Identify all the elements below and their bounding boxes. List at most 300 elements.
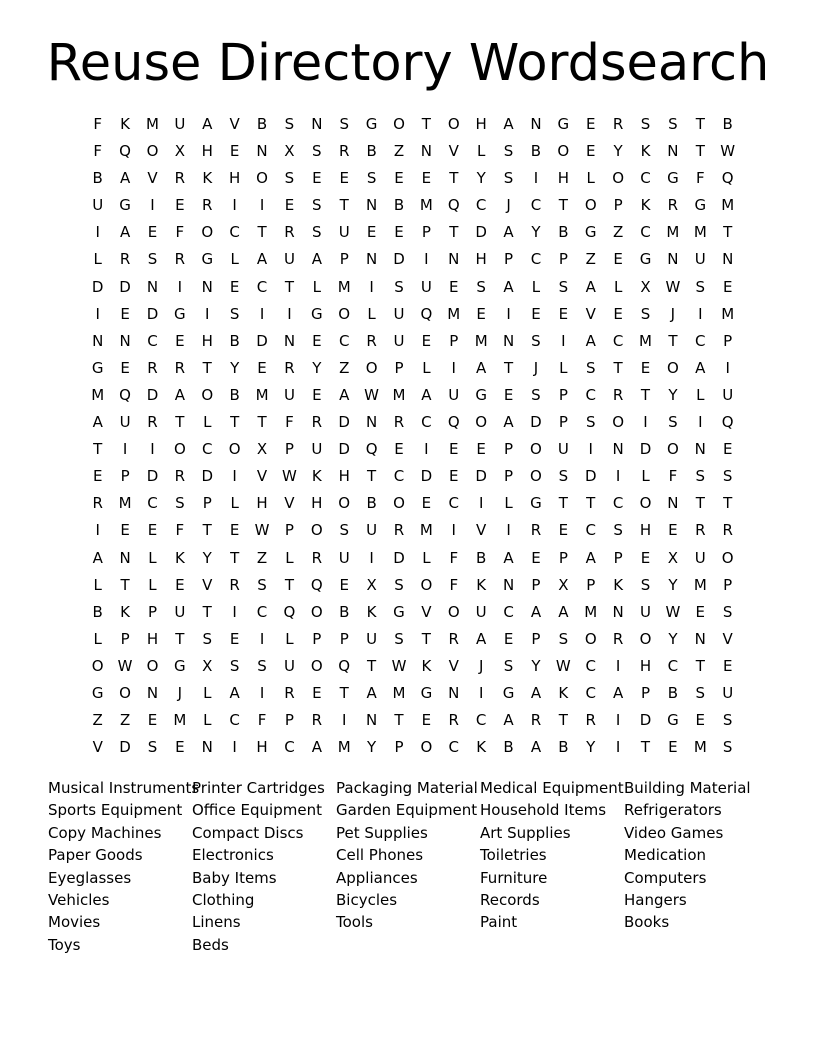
grid-letter: A xyxy=(503,548,514,567)
grid-letter: O xyxy=(584,196,597,215)
grid-letter: R xyxy=(448,629,459,648)
grid-letter: V xyxy=(92,738,103,757)
grid-letter: F xyxy=(257,711,267,730)
grid-letter: M xyxy=(721,196,735,215)
grid-letter: G xyxy=(119,196,131,215)
grid-letter: O xyxy=(447,602,460,621)
grid-letter: O xyxy=(475,413,488,432)
grid-letter: H xyxy=(475,115,487,133)
grid-letter: E xyxy=(339,169,349,188)
word-list-item: Medication xyxy=(624,846,707,865)
grid-letter: C xyxy=(585,656,596,675)
grid-letter: R xyxy=(284,358,295,377)
grid-letter: R xyxy=(448,711,459,730)
grid-letter: O xyxy=(666,440,679,459)
grid-letter: O xyxy=(393,115,405,133)
grid-letter: H xyxy=(256,738,268,757)
grid-letter: R xyxy=(229,575,240,594)
grid-letter: R xyxy=(530,521,542,540)
grid-letter: U xyxy=(174,115,186,133)
grid-letter: U xyxy=(338,548,350,567)
grid-letter: H xyxy=(229,169,241,188)
grid-letter: L xyxy=(203,413,212,432)
grid-letter: C xyxy=(530,250,542,269)
word-list-column xyxy=(624,777,768,956)
grid-letter: K xyxy=(174,548,185,567)
grid-letter: D xyxy=(639,711,652,730)
grid-letter: T xyxy=(640,385,651,404)
grid-letter: P xyxy=(449,331,459,350)
grid-letter: A xyxy=(339,385,350,404)
grid-letter: G xyxy=(365,115,378,133)
grid-letter: T xyxy=(394,711,404,730)
grid-letter: A xyxy=(92,413,103,432)
word-list-item: Video Games xyxy=(624,823,724,842)
grid-letter: S xyxy=(175,494,185,513)
grid-letter: I xyxy=(451,358,456,377)
grid-letter: O xyxy=(338,304,351,323)
grid-letter: S xyxy=(503,142,514,161)
grid-letter: T xyxy=(558,711,568,730)
grid-letter: S xyxy=(339,521,349,540)
grid-letter: C xyxy=(475,196,487,215)
grid-letter: C xyxy=(448,494,460,513)
grid-letter: E xyxy=(613,304,623,323)
grid-letter: U xyxy=(92,196,104,215)
grid-letter: F xyxy=(668,467,678,486)
grid-letter: D xyxy=(338,413,350,432)
grid-letter: S xyxy=(284,169,295,188)
grid-letter: K xyxy=(558,683,569,702)
grid-letter: S xyxy=(695,683,706,702)
grid-letter: Y xyxy=(613,142,623,161)
grid-letter: R xyxy=(284,223,295,242)
grid-letter: Z xyxy=(119,711,131,730)
grid-letter: N xyxy=(694,629,706,648)
grid-letter: C xyxy=(530,196,542,215)
grid-letter: M xyxy=(693,575,707,594)
grid-letter: I xyxy=(725,358,730,377)
grid-letter: G xyxy=(667,169,679,188)
grid-letter: F xyxy=(93,142,103,161)
grid-letter: I xyxy=(287,304,292,323)
word-list-item: Packaging Material xyxy=(336,779,478,797)
word-list-item: Appliances xyxy=(336,868,418,887)
grid-letter: A xyxy=(366,683,377,702)
word-list-item: Office Equipment xyxy=(192,801,322,820)
word-list-item: Toys xyxy=(48,935,81,954)
grid-letter: M xyxy=(474,331,488,350)
grid-letter: Q xyxy=(365,440,378,459)
grid-letter: I xyxy=(259,304,265,323)
grid-letter: T xyxy=(257,413,267,432)
grid-letter: F xyxy=(695,169,705,188)
grid-letter: K xyxy=(366,602,377,621)
grid-letter: T xyxy=(339,683,349,702)
grid-letter: L xyxy=(230,494,239,513)
grid-letter: O xyxy=(256,169,268,188)
grid-letter: S xyxy=(613,521,623,540)
grid-letter: E xyxy=(449,467,459,486)
grid-letter: T xyxy=(723,223,733,242)
grid-letter: D xyxy=(393,548,405,567)
grid-letter: S xyxy=(640,575,651,594)
grid-letter: I xyxy=(533,169,539,188)
grid-letter: E xyxy=(147,521,158,540)
grid-letter: U xyxy=(366,629,378,648)
grid-letter: S xyxy=(722,602,733,621)
grid-letter: O xyxy=(201,385,214,404)
grid-letter: R xyxy=(311,413,323,432)
grid-letter: R xyxy=(393,521,405,540)
grid-letter: U xyxy=(475,602,487,621)
grid-letter: V xyxy=(202,575,213,594)
grid-letter: Q xyxy=(447,413,460,432)
grid-letter: D xyxy=(256,331,268,350)
grid-letter: Q xyxy=(119,385,131,404)
grid-letter: Q xyxy=(310,575,323,594)
grid-letter: W xyxy=(117,656,133,675)
grid-letter: U xyxy=(283,385,295,404)
grid-letter: S xyxy=(558,629,569,648)
grid-letter: E xyxy=(585,142,596,161)
grid-letter: Z xyxy=(92,711,103,730)
grid-letter: E xyxy=(257,358,267,377)
grid-letter: V xyxy=(476,521,487,540)
grid-letter: G xyxy=(557,115,570,133)
word-list-item: Hangers xyxy=(624,891,687,910)
grid-letter: I xyxy=(232,467,237,486)
grid-letter: E xyxy=(476,440,486,459)
grid-letter: O xyxy=(91,656,104,675)
grid-letter: C xyxy=(147,494,158,513)
grid-letter: I xyxy=(95,521,100,540)
grid-letter: R xyxy=(612,115,624,133)
grid-letter: L xyxy=(696,385,705,404)
grid-letter: B xyxy=(339,602,350,621)
grid-letter: O xyxy=(530,440,542,459)
grid-letter: C xyxy=(256,602,268,621)
grid-letter: B xyxy=(558,738,569,757)
grid-letter: I xyxy=(150,196,155,215)
grid-letter: N xyxy=(722,250,734,269)
grid-letter: L xyxy=(422,548,431,567)
grid-letter: U xyxy=(393,304,405,323)
grid-letter: A xyxy=(503,223,514,242)
grid-letter: R xyxy=(147,358,158,377)
grid-letter: E xyxy=(421,711,432,730)
grid-letter: Y xyxy=(668,385,678,404)
grid-letter: Y xyxy=(531,656,541,675)
grid-letter: Y xyxy=(586,738,596,757)
grid-letter: U xyxy=(694,548,706,567)
grid-letter: P xyxy=(120,629,130,648)
grid-letter: Y xyxy=(230,358,240,377)
grid-letter: C xyxy=(202,440,213,459)
grid-letter: E xyxy=(175,575,185,594)
grid-letter: E xyxy=(312,331,322,350)
grid-letter: O xyxy=(420,575,433,594)
grid-letter: W xyxy=(555,656,571,675)
grid-letter: S xyxy=(722,467,733,486)
grid-letter: E xyxy=(284,196,295,215)
grid-letter: V xyxy=(421,602,432,621)
grid-letter: S xyxy=(531,331,541,350)
grid-letter: M xyxy=(392,385,406,404)
grid-letter: C xyxy=(147,331,158,350)
grid-letter: T xyxy=(120,575,130,594)
word-list-item: Bicycles xyxy=(336,891,398,910)
grid-letter: L xyxy=(93,629,102,648)
grid-letter: T xyxy=(558,494,568,513)
grid-letter: N xyxy=(667,142,679,161)
grid-letter: N xyxy=(201,738,213,757)
grid-letter: P xyxy=(120,467,130,486)
grid-letter: Z xyxy=(256,548,268,567)
grid-letter: B xyxy=(366,142,377,161)
grid-letter: U xyxy=(311,440,323,459)
grid-letter: R xyxy=(366,331,377,350)
grid-letter: N xyxy=(612,440,624,459)
grid-letter: R xyxy=(92,494,103,513)
grid-letter: W xyxy=(665,277,681,296)
grid-letter: L xyxy=(230,250,239,269)
grid-letter: P xyxy=(394,358,404,377)
grid-letter: C xyxy=(421,413,432,432)
grid-letter: I xyxy=(561,331,566,350)
grid-letter: H xyxy=(557,169,569,188)
word-list-item: Baby Items xyxy=(192,868,277,887)
grid-letter: T xyxy=(421,629,431,648)
grid-letter: P xyxy=(558,413,568,432)
grid-letter: C xyxy=(585,521,596,540)
grid-letter: N xyxy=(92,331,104,350)
grid-letter: Q xyxy=(283,602,296,621)
grid-letter: E xyxy=(394,440,404,459)
word-list-item: Computers xyxy=(624,868,707,887)
grid-letter: B xyxy=(92,602,103,621)
grid-letter: P xyxy=(558,385,568,404)
grid-letter: K xyxy=(421,656,432,675)
grid-letter: O xyxy=(310,521,323,540)
grid-letter: E xyxy=(449,440,459,459)
grid-letter: M xyxy=(447,304,461,323)
grid-letter: I xyxy=(588,440,593,459)
grid-letter: P xyxy=(284,521,294,540)
grid-letter: H xyxy=(311,494,323,513)
grid-letter: N xyxy=(448,683,460,702)
grid-letter: C xyxy=(338,331,350,350)
grid-letter: N xyxy=(667,494,679,513)
grid-letter: Q xyxy=(119,142,131,161)
grid-letter: I xyxy=(232,738,237,757)
grid-letter: E xyxy=(722,277,733,296)
word-list-item: Household Items xyxy=(480,801,607,820)
grid-letter: U xyxy=(174,602,186,621)
grid-letter: S xyxy=(257,656,267,675)
word-list-item: Vehicles xyxy=(48,891,110,910)
grid-letter: B xyxy=(530,142,542,161)
grid-letter: V xyxy=(448,656,459,675)
grid-letter: B xyxy=(503,738,514,757)
grid-letter: A xyxy=(256,250,268,269)
grid-letter: R xyxy=(695,521,706,540)
word-list-item: Building Material xyxy=(624,779,751,797)
grid-letter: T xyxy=(202,358,212,377)
grid-letter: T xyxy=(449,169,459,188)
grid-letter: T xyxy=(723,494,733,513)
grid-letter: S xyxy=(558,277,569,296)
grid-letter: G xyxy=(502,683,515,702)
grid-letter: Y xyxy=(668,575,678,594)
grid-letter: C xyxy=(503,602,514,621)
grid-letter: I xyxy=(95,304,100,323)
grid-letter: I xyxy=(369,277,374,296)
word-list-item: Cell Phones xyxy=(336,846,424,865)
grid-letter: U xyxy=(694,250,706,269)
grid-letter: S xyxy=(585,358,596,377)
grid-letter: M xyxy=(639,331,652,350)
grid-letter: A xyxy=(530,738,542,757)
word-list-item: Toiletries xyxy=(480,846,547,865)
grid-letter: Z xyxy=(339,358,350,377)
grid-letter: O xyxy=(228,440,241,459)
grid-letter: S xyxy=(394,629,404,648)
grid-letter: B xyxy=(558,223,569,242)
grid-letter: L xyxy=(93,575,102,594)
grid-letter: O xyxy=(447,115,460,133)
grid-letter: U xyxy=(557,440,569,459)
grid-letter: O xyxy=(393,494,405,513)
grid-letter: B xyxy=(256,115,268,133)
grid-letter: I xyxy=(341,711,347,730)
word-list-item: Eyeglasses xyxy=(48,868,132,887)
grid-letter: A xyxy=(503,413,514,432)
grid-letter: U xyxy=(283,250,295,269)
word-list-item: Furniture xyxy=(480,868,548,887)
grid-letter: A xyxy=(585,548,596,567)
grid-letter: L xyxy=(559,358,568,377)
word-list-column xyxy=(192,777,336,956)
grid-letter: L xyxy=(504,494,513,513)
grid-letter: V xyxy=(585,304,596,323)
grid-letter: N xyxy=(146,683,159,702)
word-list-item: Movies xyxy=(48,913,101,932)
grid-letter: Z xyxy=(393,142,405,161)
grid-letter: D xyxy=(584,467,597,486)
grid-letter: E xyxy=(394,223,404,242)
grid-letter: E xyxy=(92,467,103,486)
word-list-item: Pet Supplies xyxy=(336,823,428,842)
grid-letter: O xyxy=(612,413,625,432)
grid-letter: P xyxy=(723,331,733,350)
grid-letter: E xyxy=(668,738,678,757)
word-list-column xyxy=(336,777,480,956)
grid-letter: E xyxy=(613,250,623,269)
grid-letter: I xyxy=(259,196,265,215)
grid-letter: E xyxy=(394,169,404,188)
grid-letter: P xyxy=(504,467,514,486)
grid-letter: B xyxy=(92,169,103,188)
word-list-item: Paint xyxy=(480,913,518,932)
grid-letter: L xyxy=(203,683,212,702)
grid-letter: A xyxy=(119,169,131,188)
grid-letter: B xyxy=(229,331,240,350)
grid-letter: W xyxy=(665,602,681,621)
grid-letter: R xyxy=(174,467,186,486)
grid-letter: R xyxy=(311,711,323,730)
grid-letter: E xyxy=(175,196,185,215)
grid-letter: P xyxy=(640,683,651,702)
grid-letter: F xyxy=(175,521,185,540)
grid-letter: V xyxy=(284,494,295,513)
grid-letter: E xyxy=(668,521,678,540)
grid-letter: M xyxy=(146,115,159,133)
grid-letter: R xyxy=(612,385,624,404)
word-list-item: Clothing xyxy=(192,891,255,910)
grid-letter: E xyxy=(175,738,185,757)
grid-letter: M xyxy=(419,196,433,215)
grid-letter: Y xyxy=(531,223,541,242)
grid-letter: G xyxy=(201,250,214,269)
grid-letter: P xyxy=(504,440,514,459)
grid-letter: E xyxy=(640,358,651,377)
grid-letter: T xyxy=(230,413,240,432)
grid-letter: N xyxy=(365,711,378,730)
grid-letter: I xyxy=(177,277,183,296)
grid-letter: I xyxy=(698,304,703,323)
grid-letter: I xyxy=(122,440,128,459)
grid-letter: R xyxy=(530,711,542,730)
grid-letter: N xyxy=(365,413,378,432)
word-list-item: Printer Cartridges xyxy=(192,779,325,797)
grid-letter: A xyxy=(530,602,542,621)
grid-letter: V xyxy=(448,142,459,161)
grid-letter: L xyxy=(367,304,376,323)
grid-letter: E xyxy=(175,331,185,350)
grid-letter: D xyxy=(420,467,433,486)
grid-letter: N xyxy=(448,250,460,269)
grid-letter: I xyxy=(369,548,374,567)
grid-letter: E xyxy=(531,304,541,323)
grid-letter: S xyxy=(229,304,240,323)
grid-letter: R xyxy=(311,548,323,567)
word-list-item: Refrigerators xyxy=(624,801,722,820)
grid-letter: S xyxy=(284,115,295,133)
grid-letter: C xyxy=(640,169,651,188)
grid-letter: G xyxy=(174,304,186,323)
grid-letter: G xyxy=(639,250,652,269)
grid-letter: O xyxy=(666,358,679,377)
grid-letter: M xyxy=(91,385,105,404)
grid-letter: A xyxy=(503,277,514,296)
grid-letter: N xyxy=(119,548,131,567)
grid-letter: C xyxy=(667,656,679,675)
grid-letter: B xyxy=(366,494,377,513)
grid-letter: X xyxy=(174,142,185,161)
grid-letter: G xyxy=(475,385,487,404)
grid-letter: K xyxy=(640,142,651,161)
grid-letter: S xyxy=(202,629,213,648)
grid-letter: I xyxy=(506,304,511,323)
grid-letter: A xyxy=(585,277,596,296)
grid-letter: T xyxy=(695,494,705,513)
word-list-item: Sports Equipment xyxy=(48,801,183,820)
grid-letter: I xyxy=(478,494,484,513)
grid-letter: T xyxy=(695,656,705,675)
grid-letter: I xyxy=(259,683,265,702)
grid-letter: S xyxy=(695,467,706,486)
